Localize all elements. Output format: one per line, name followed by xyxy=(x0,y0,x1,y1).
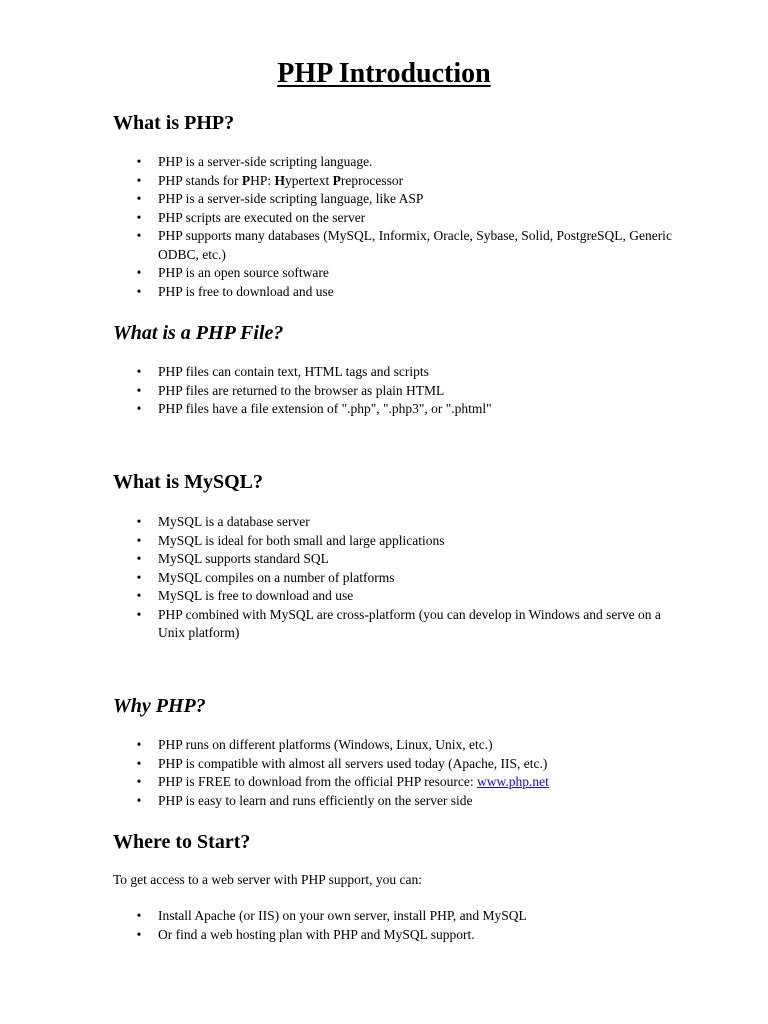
list-item: • PHP is a server-side scripting language. xyxy=(114,153,674,172)
bullet-icon: • xyxy=(136,926,142,942)
list-item: • PHP is a server-side scripting language, like ASP xyxy=(114,190,674,209)
list-item: • PHP is easy to learn and runs efficiently on the server side xyxy=(114,792,674,811)
bullet-icon: • xyxy=(136,606,142,622)
bullet-icon: • xyxy=(136,265,142,280)
list-item: • MySQL compiles on a number of platforms xyxy=(114,569,674,588)
php-net-link[interactable]: www.php.net xyxy=(476,774,549,789)
list-where-to-start xyxy=(114,907,674,944)
heading-what-is-php: What is PHP? xyxy=(113,112,235,134)
bullet-icon: • xyxy=(136,737,142,752)
bullet-icon: • xyxy=(136,401,142,416)
list-item: • PHP supports many databases (MySQL, Informix, Oracle, Sybase, Solid, PostgreSQL, Generic ODBC, etc.) xyxy=(114,227,674,264)
bullet-icon: • xyxy=(136,755,142,771)
list-item: • PHP is an open source software xyxy=(114,264,674,283)
bullet-icon: • xyxy=(136,588,142,603)
bullet-icon: • xyxy=(136,209,142,225)
list-what-is-a-php-file xyxy=(114,363,674,419)
list-item: • MySQL supports standard SQL xyxy=(114,550,674,569)
bullet-icon: • xyxy=(136,228,142,243)
bullet-icon: • xyxy=(136,774,142,789)
heading-what-is-a-php-file: What is a PHP File? xyxy=(113,322,284,344)
list-item: • MySQL is ideal for both small and large applications xyxy=(114,532,674,551)
bullet-icon: • xyxy=(136,532,142,548)
heading-where-to-start: Where to Start? xyxy=(113,831,251,853)
list-item: • PHP files have a file extension of ".php", ".php3", or ".phtml" xyxy=(114,400,674,419)
where-to-start-intro: To get access to a web server with PHP support, you can: xyxy=(113,872,422,887)
bullet-icon: • xyxy=(136,514,142,529)
bullet-icon: • xyxy=(136,172,142,188)
bullet-icon: • xyxy=(136,154,142,169)
list-item: • Install Apache (or IIS) on your own server, install PHP, and MySQL xyxy=(114,907,674,926)
list-item: • Or find a web hosting plan with PHP and MySQL support. xyxy=(114,926,674,945)
bullet-icon: • xyxy=(136,569,142,585)
list-what-is-mysql xyxy=(114,513,674,643)
bullet-icon: • xyxy=(136,382,142,398)
bullet-icon: • xyxy=(136,908,142,923)
heading-why-php: Why PHP? xyxy=(113,695,206,717)
list-item: • PHP is free to download and use xyxy=(114,283,674,302)
heading-what-is-mysql: What is MySQL? xyxy=(113,471,264,493)
bullet-icon: • xyxy=(136,364,142,379)
list-item: • PHP runs on different platforms (Windows, Linux, Unix, etc.) xyxy=(114,736,674,755)
list-item: • PHP scripts are executed on the server xyxy=(114,209,674,228)
list-item: • PHP is FREE to download from the official PHP resource: www.php.net xyxy=(114,773,674,792)
list-why-php xyxy=(114,736,674,810)
list-item: • PHP is compatible with almost all servers used today (Apache, IIS, etc.) xyxy=(114,755,674,774)
bullet-icon: • xyxy=(136,792,142,808)
document-title: PHP Introduction xyxy=(277,58,491,89)
list-item: • MySQL is free to download and use xyxy=(114,587,674,606)
list-item: • PHP stands for PHP: Hypertext Preprocessor xyxy=(114,172,674,191)
bullet-icon: • xyxy=(136,191,142,206)
list-what-is-php xyxy=(114,153,674,301)
list-item: • PHP combined with MySQL are cross-platform (you can develop in Windows and serve on a Unix platform) xyxy=(114,606,674,643)
list-item: • PHP files are returned to the browser as plain HTML xyxy=(114,382,674,401)
list-item: • MySQL is a database server xyxy=(114,513,674,532)
bullet-icon: • xyxy=(136,551,142,566)
bullet-icon: • xyxy=(136,283,142,299)
list-item: • PHP files can contain text, HTML tags and scripts xyxy=(114,363,674,382)
